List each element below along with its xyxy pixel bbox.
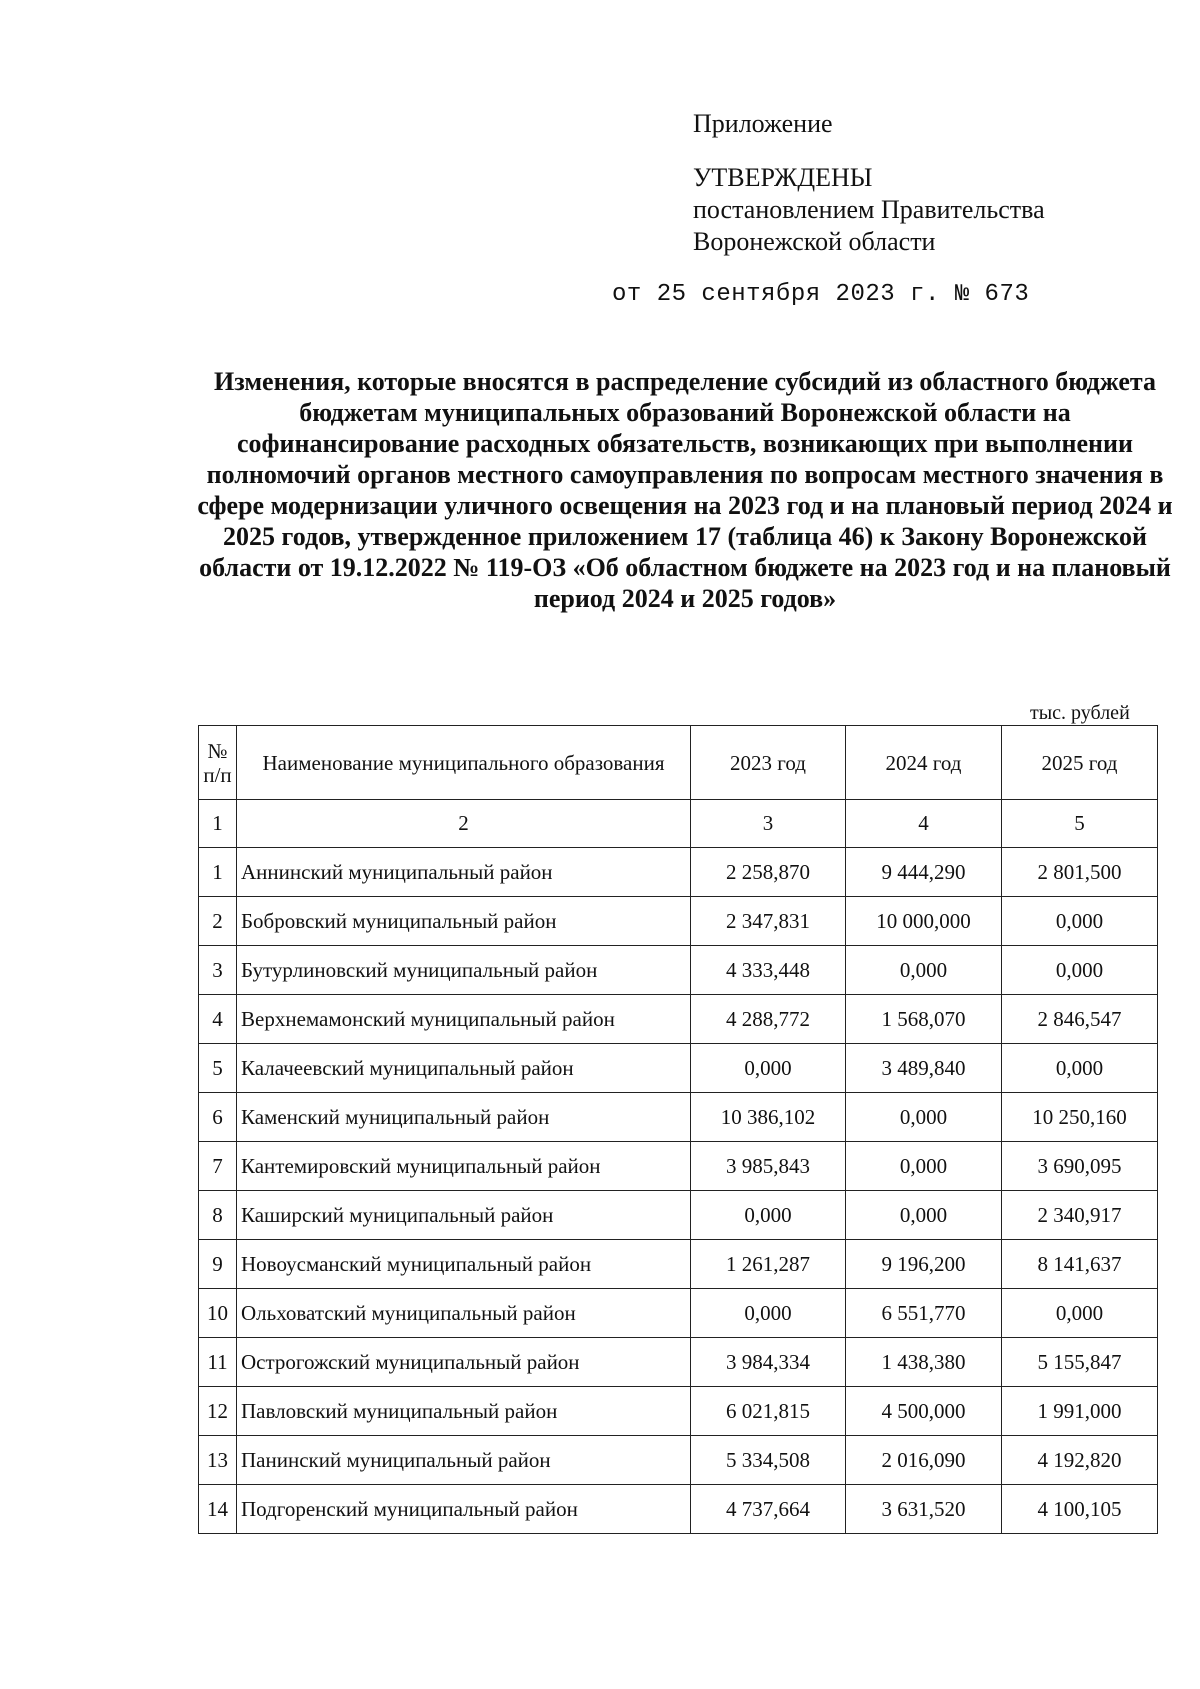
row-value-2024: 3 631,520 [846, 1485, 1002, 1534]
row-value-2023: 5 334,508 [691, 1436, 846, 1485]
row-name: Ольховатский муниципальный район [237, 1289, 691, 1338]
row-index: 3 [199, 946, 237, 995]
row-index: 14 [199, 1485, 237, 1534]
table-row [199, 1191, 1158, 1240]
row-name: Павловский муниципальный район [237, 1387, 691, 1436]
row-name: Аннинский муниципальный район [237, 848, 691, 897]
subsidy-table [198, 725, 1158, 1534]
row-value-2023: 10 386,102 [691, 1093, 846, 1142]
approved-label: УТВЕРЖДЕНЫ [693, 163, 873, 192]
table-row [199, 946, 1158, 995]
table-row [199, 1044, 1158, 1093]
header-2024: 2024 год [846, 726, 1002, 800]
row-value-2023: 3 985,843 [691, 1142, 846, 1191]
row-name: Подгоренский муниципальный район [237, 1485, 691, 1534]
row-name: Верхнемамонский муниципальный район [237, 995, 691, 1044]
row-value-2024: 9 196,200 [846, 1240, 1002, 1289]
table-row [199, 1289, 1158, 1338]
row-value-2024: 0,000 [846, 946, 1002, 995]
row-value-2023: 0,000 [691, 1289, 846, 1338]
column-number: 1 [199, 800, 237, 848]
row-value-2023: 1 261,287 [691, 1240, 846, 1289]
row-name: Панинский муниципальный район [237, 1436, 691, 1485]
row-value-2024: 9 444,290 [846, 848, 1002, 897]
row-value-2025: 4 192,820 [1002, 1436, 1158, 1485]
table-row [199, 1142, 1158, 1191]
row-index: 8 [199, 1191, 237, 1240]
row-value-2024: 1 568,070 [846, 995, 1002, 1044]
row-value-2023: 0,000 [691, 1191, 846, 1240]
header-2023: 2023 год [691, 726, 846, 800]
row-name: Калачеевский муниципальный район [237, 1044, 691, 1093]
row-value-2023: 2 347,831 [691, 897, 846, 946]
row-value-2023: 6 021,815 [691, 1387, 846, 1436]
row-value-2025: 0,000 [1002, 1044, 1158, 1093]
row-value-2025: 3 690,095 [1002, 1142, 1158, 1191]
row-name: Каменский муниципальный район [237, 1093, 691, 1142]
header-idx: № п/п [199, 726, 237, 800]
row-value-2025: 2 340,917 [1002, 1191, 1158, 1240]
row-value-2023: 2 258,870 [691, 848, 846, 897]
row-name: Острогожский муниципальный район [237, 1338, 691, 1387]
annex-label: Приложение [693, 109, 833, 138]
row-value-2025: 2 846,547 [1002, 995, 1158, 1044]
row-value-2025: 8 141,637 [1002, 1240, 1158, 1289]
row-name: Каширский муниципальный район [237, 1191, 691, 1240]
row-value-2024: 4 500,000 [846, 1387, 1002, 1436]
row-index: 6 [199, 1093, 237, 1142]
table-body [199, 848, 1158, 1534]
row-index: 11 [199, 1338, 237, 1387]
document-title: Изменения, которые вносятся в распределение субсидий из областного бюджета бюджетам муниципальных образований Воронежской области на софинансирование расходных обязательств, возникающих при выполнении полномочий органов местного самоуправления по вопросам местного значения в сфере модернизации уличного освещения на 2023 год и на плановый период 2024 и 2025 годов, утвержденное приложением 17 (таблица 46) к Закону Воронежской области от 19.12.2022 № 119-ОЗ «Об областном бюджете на 2023 год и на плановый период 2024 и 2025 годов» [197, 367, 1173, 613]
row-value-2025: 0,000 [1002, 897, 1158, 946]
approval-block [693, 108, 1173, 258]
row-value-2024: 2 016,090 [846, 1436, 1002, 1485]
table-row [199, 995, 1158, 1044]
row-value-2024: 0,000 [846, 1191, 1002, 1240]
approved-by-line1: постановлением Правительства [693, 195, 1045, 224]
row-index: 9 [199, 1240, 237, 1289]
table-header-row [199, 726, 1158, 800]
header-2025: 2025 год [1002, 726, 1158, 800]
row-value-2024: 10 000,000 [846, 897, 1002, 946]
table-row [199, 848, 1158, 897]
row-value-2025: 4 100,105 [1002, 1485, 1158, 1534]
row-value-2023: 4 737,664 [691, 1485, 846, 1534]
row-value-2023: 3 984,334 [691, 1338, 846, 1387]
column-number: 5 [1002, 800, 1158, 848]
column-number: 3 [691, 800, 846, 848]
table-row [199, 1436, 1158, 1485]
row-value-2024: 0,000 [846, 1093, 1002, 1142]
row-name: Бутурлиновский муниципальный район [237, 946, 691, 995]
table-row [199, 1485, 1158, 1534]
row-index: 13 [199, 1436, 237, 1485]
row-value-2025: 1 991,000 [1002, 1387, 1158, 1436]
header-name: Наименование муниципального образования [237, 726, 691, 800]
row-value-2025: 10 250,160 [1002, 1093, 1158, 1142]
row-index: 10 [199, 1289, 237, 1338]
row-value-2024: 6 551,770 [846, 1289, 1002, 1338]
units-label: тыс. рублей [1030, 702, 1130, 724]
row-index: 5 [199, 1044, 237, 1093]
row-value-2025: 0,000 [1002, 1289, 1158, 1338]
row-index: 1 [199, 848, 237, 897]
table-row [199, 897, 1158, 946]
row-index: 2 [199, 897, 237, 946]
row-value-2023: 0,000 [691, 1044, 846, 1093]
decree-stamp: от 25 сентября 2023 г. № 673 [612, 281, 1030, 308]
row-value-2024: 1 438,380 [846, 1338, 1002, 1387]
row-name: Новоусманский муниципальный район [237, 1240, 691, 1289]
row-value-2025: 5 155,847 [1002, 1338, 1158, 1387]
row-value-2024: 0,000 [846, 1142, 1002, 1191]
column-number: 2 [237, 800, 691, 848]
row-name: Бобровский муниципальный район [237, 897, 691, 946]
row-value-2024: 3 489,840 [846, 1044, 1002, 1093]
row-value-2025: 0,000 [1002, 946, 1158, 995]
table-row [199, 1240, 1158, 1289]
table-row [199, 1093, 1158, 1142]
row-index: 12 [199, 1387, 237, 1436]
row-value-2023: 4 333,448 [691, 946, 846, 995]
row-index: 7 [199, 1142, 237, 1191]
table-row [199, 1338, 1158, 1387]
column-number: 4 [846, 800, 1002, 848]
row-index: 4 [199, 995, 237, 1044]
row-value-2025: 2 801,500 [1002, 848, 1158, 897]
table-row [199, 1387, 1158, 1436]
column-numbers-row [199, 800, 1158, 848]
row-name: Кантемировский муниципальный район [237, 1142, 691, 1191]
row-value-2023: 4 288,772 [691, 995, 846, 1044]
approved-by-line2: Воронежской области [693, 227, 936, 256]
